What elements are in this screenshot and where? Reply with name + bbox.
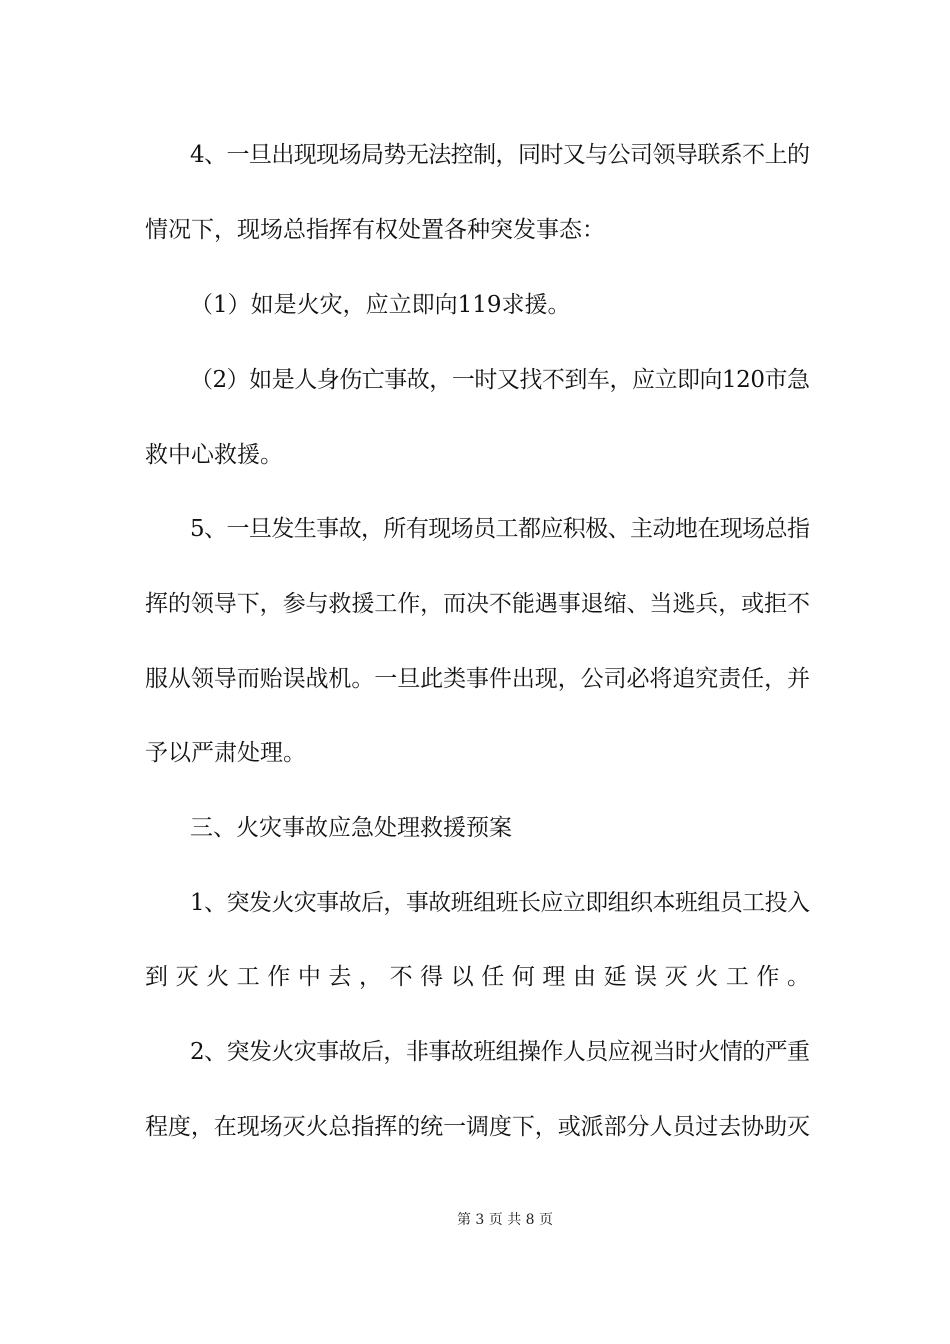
text-line: 5、一旦发生事故，所有现场员工都应积极、主动地在现场总指 — [190, 516, 810, 542]
text-line: 予以严肃处理。 — [145, 740, 306, 766]
text-line: 4、一旦出现现场局势无法控制，同时又与公司领导联系不上的 — [190, 142, 810, 168]
text-line: 情况下，现场总指挥有权处置各种突发事态： — [145, 217, 605, 243]
text-line: 程度，在现场灭火总指挥的统一调度下，或派部分人员过去协助灭 — [145, 1114, 810, 1140]
text-line: 1、突发火灾事故后，事故班组班长应立即组织本班组员工投入 — [190, 890, 810, 916]
text-line: （2）如是人身伤亡事故，一时又找不到车，应立即向120市急 — [190, 367, 810, 393]
text-line: 2、突发火灾事故后，非事故班组操作人员应视当时火情的严重 — [190, 1039, 810, 1065]
section-heading: 三、火灾事故应急处理救援预案 — [190, 815, 512, 841]
text-line: （1）如是火灾，应立即向119求援。 — [190, 292, 571, 318]
page-number-footer: 第 3 页 共 8 页 — [456, 1212, 554, 1228]
text-line: 到灭火工作中去，不得以任何理由延误灭火工作。 — [145, 964, 818, 990]
text-line: 挥的领导下，参与救援工作，而决不能遇事退缩、当逃兵，或拒不 — [145, 591, 810, 617]
text-line: 服从领导而贻误战机。一旦此类事件出现，公司必将追究责任，并 — [145, 666, 810, 692]
text-line: 救中心救援。 — [145, 442, 283, 468]
